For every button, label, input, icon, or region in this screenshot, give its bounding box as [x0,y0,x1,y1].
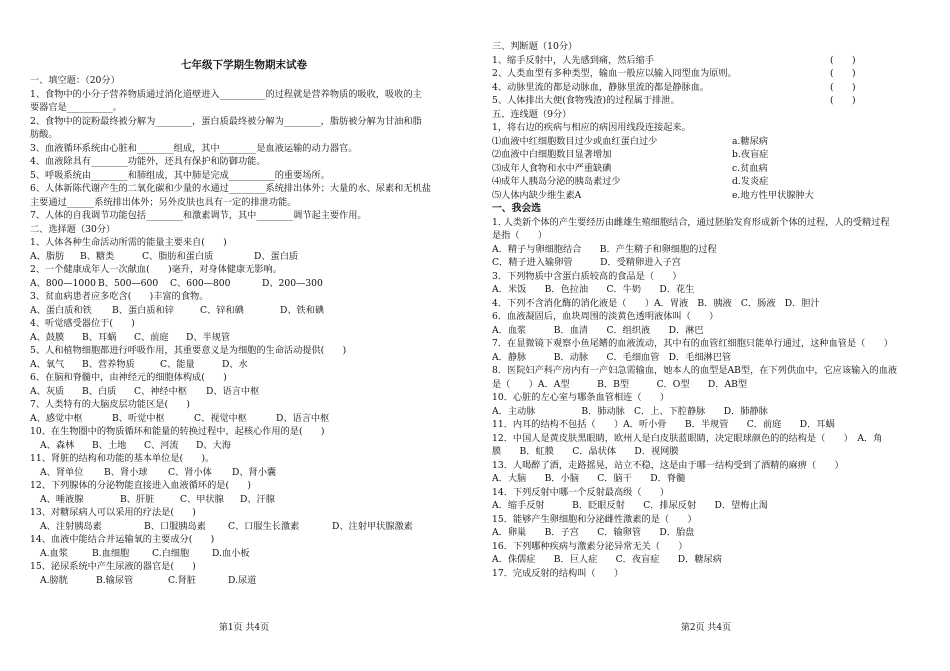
select-line: 17．完成反射的结构叫（ ） [492,567,624,579]
select-line: 4．下列不含消化酶的消化液是（ ）A．胃液 B．胰液 C．肠液 D．胆汁 [492,297,820,309]
choice-option: C、肾小体 [168,466,212,478]
match-disease[interactable]: d.发炎症 [732,176,769,187]
choice-option: A、肾单位 [40,466,84,478]
select-line: A．静脉 B．动脉 C．毛细血管 D．毛细淋巴管 [492,351,732,363]
choice-question: 6、在脑和脊髓中，由神经元的细胞体构成( ) [30,372,227,383]
choice-option: D、铁和碘 [280,304,325,316]
match-row [492,148,920,162]
select-line: C．精子进入输卵管 D．受精卵进入子宫 [492,257,681,268]
choice-options [30,385,458,399]
choice-option: B、土地 [92,439,127,451]
choice-option: A、鼓膜 [30,331,65,343]
fill-questions [30,88,458,223]
select-line: A．精子与卵细胞结合 B．产生精子和卵细胞的过程 [492,243,717,255]
choice-option: D、水 [222,358,248,370]
choice-option: C、口服生长激素 [228,520,300,532]
choice-options [30,547,458,561]
choice-option: B、口服胰岛素 [144,520,206,532]
judge-questions [492,54,920,108]
choice-option: C、脂肪和蛋白质 [142,250,214,262]
choice-option: D、半规管 [186,331,231,343]
fill-line: 4、血液除具有________功能外，还具有保护和防御功能。 [30,156,266,167]
choice-option: C、锌和碘 [200,304,244,316]
select-line: 15．能够产生卵细胞和分泌雌性激素的是（ ） [492,513,697,525]
select-line: 是指（ ） [492,230,548,241]
choice-option: A、唾液腺 [40,493,84,505]
match-disease[interactable]: b.夜盲症 [732,149,769,160]
choice-option: C、前庭 [134,331,169,343]
match-disease[interactable]: a.糖尿病 [732,135,768,147]
choice-option: B、白质 [82,385,117,397]
select-line: A．大脑 B．小脑 C．脑干 D．脊髓 [492,473,686,484]
match-row [492,189,920,203]
match-disease[interactable]: c.贫血病 [732,162,768,174]
select-line: 7．在显微镜下观察小鱼尾鳍的血液流动，其中有的血管红细胞只能单行通过，这种血管是（ ） [492,338,893,349]
choice-option: D、蛋白质 [254,250,299,262]
select-line: 13．人喝醉了酒，走路摇晃，站立不稳，这是由于哪一结构受到了酒精的麻痹（ ） [492,459,844,471]
choice-option: D、肾小囊 [232,466,277,478]
section-choice-heading: 二、选择题（30分） [30,223,116,235]
choice-options [30,277,458,291]
select-line: A．主动脉 B．肺动脉 C．上、下腔静脉 D．肺静脉 [492,405,768,417]
section-match-heading: 五、连线题（9分） [492,108,572,120]
page-1 [30,0,458,671]
choice-options [30,520,458,534]
select-line: 8．医院妇产科产房内有一产妇急需输血，她本人的血型是AB型，在下列供血中，它应该输入的血液 [492,365,898,376]
judge-text: 5、人体排出大便(食物残渣)的过程属于排泄。 [492,95,680,106]
page-footer: 第2页 共4页 [680,623,732,633]
choice-option: A、蛋白质和铁 [30,304,92,316]
choice-option: A、注射胰岛素 [40,520,102,532]
choice-option: A、脂肪 [30,250,65,262]
choice-option: D.血小板 [212,547,250,559]
fill-line: 7、人体的自我调节功能包括________和激素调节，其中________调节起主要作用。 [30,210,367,221]
match-questions [492,135,920,203]
select-line: 3．下列物质中含蛋白质较高的食品是（ ） [492,270,682,282]
choice-option: C、能量 [160,358,195,370]
choice-options [30,574,458,588]
choice-option: B、营养物质 [82,358,135,370]
choice-option: A.血浆 [40,547,68,559]
choice-question: 14、血液中能结合并运输氧的主要成分( ) [30,534,215,545]
choice-question: 7、人类特有的大脑皮层功能区是( ) [30,399,191,410]
select-line: 11．内耳的结构不包括（ ）A．听小骨 B．半规管 C．前庭 D．耳蜗 [492,419,835,430]
choice-options [30,493,458,507]
choice-option: B、肾小球 [104,466,148,478]
select-line: 6．血液凝固后，血块周围的淡黄色透明液体叫（ ） [492,311,719,322]
choice-options [30,331,458,345]
choice-option: C、视觉中枢 [194,412,247,424]
select-line: A．米饭 B．色拉油 C．牛奶 D．花生 [492,284,695,295]
select-line: 14．下列反射中哪一个反射最高级（ ） [492,486,670,498]
select-line: 膜 B．虹膜 C．晶状体 D．视网膜 [492,446,679,457]
select-line: 16．下列哪种疾病与激素分泌异常无关（ ） [492,540,688,552]
judge-text: 4、动脉里流的都是动脉血，静脉里流的都是静脉血。 [492,81,710,93]
choice-option: B.血细胞 [92,547,130,559]
select-line: 12．中国人是黄皮肤黑眼睛，欧州人是白皮肤蓝眼睛，决定眼球颜色的的结构是（ ） A．角 [492,432,883,444]
choice-question: 4、听觉感受器位于( ) [30,318,135,329]
match-row [492,162,920,176]
fill-line: 5、呼吸系统由________和肺组成，其中肺是完成__________的重要场所。 [30,169,330,181]
judge-text: 1、缩手反射中，人先感到痛，然后缩手 [492,54,655,66]
choice-option: D、汗腺 [240,493,275,505]
match-cause[interactable]: ⑶成年人食物和水中严重缺碘 [492,162,612,174]
fill-line: 1、食物中的小分子营养物质通过消化道壁进入__________的过程就是营养物质的吸收，吸收的主 [30,88,422,100]
choice-option: D、语言中枢 [206,385,260,397]
fill-line: 2、食物中的淀粉最终被分解为________，蛋白质最终被分解为________，脂肪被分解为甘油和脂 [30,115,422,127]
choice-option: B、500—600 [98,277,159,289]
judge-answer-blank[interactable]: ( ) [830,95,856,106]
choice-option: A、氧气 [30,358,65,370]
section-select-heading: 一、我会选 [492,203,541,214]
choice-option: A、灰质 [30,385,65,397]
choice-option: A、800—1000 [30,277,96,289]
choice-question: 1、人体各种生命活动所需的能量主要来自( ) [30,237,227,248]
choice-options [30,358,458,372]
fill-line: 6、人体新陈代谢产生的二氧化碳和少量的水通过________系统排出体外；大量的水、尿素和无机盐 [30,183,431,194]
exam-title: 七年级下学期生物期末试卷 [181,59,307,71]
choice-question: 3、贫血病患者应多吃含( )丰富的食物。 [30,291,209,302]
choice-option: C.肾脏 [168,574,196,586]
choice-option: C、600—800 [170,277,231,289]
choice-question: 2、一个健康成年人一次献血( )毫升，对身体健康无影响。 [30,264,282,275]
match-intro: 1，将右边的疾病与相应的病因用线段连接起来。 [492,122,691,133]
fill-line: 主要通过______系统排出体外；另外皮肤也具有一定的排泄功能。 [30,196,297,208]
match-disease[interactable]: e.地方性甲状腺肿大 [732,189,814,201]
choice-option: B、耳蜗 [82,331,117,343]
choice-questions [30,236,458,587]
choice-options [30,250,458,264]
judge-question [492,67,920,81]
select-line: 1. 人类新个体的产生要经历由雌雄生殖细胞结合，通过胚胎发育形成新个体的过程，人的受精过程 [492,216,890,228]
choice-option: D、注射甲状腺激素 [332,520,413,532]
judge-text: 2、人类血型有多种类型，输血一般应以输入同型血为原则。 [492,68,737,79]
choice-option: A、森林 [40,439,75,451]
choice-option: A、感觉中枢 [30,412,83,424]
select-line: A．侏儒症 B．巨人症 C．夜盲症 D．糖尿病 [492,554,722,565]
choice-option: C.白细胞 [152,547,190,559]
choice-option: B、蛋白质和锌 [112,304,174,316]
choice-options [30,412,458,426]
match-cause[interactable]: ⑸人体内缺少维生素A [492,189,582,201]
choice-question: 13、对糖尿病人可以采用的疗法是( ) [30,507,196,518]
choice-option: B、听觉中枢 [112,412,165,424]
judge-question [492,54,920,68]
select-line: 是（ ）A．A型 B．B型 C．O型 D．AB型 [492,378,748,390]
select-line: 10．心脏的左心室与哪条血管相连（ ） [492,392,670,403]
judge-answer-blank[interactable]: ( ) [830,68,856,79]
choice-option: B.输尿管 [96,574,134,586]
choice-option: D、200—300 [262,277,323,289]
choice-option: C、河流 [144,439,179,451]
choice-option: D.尿道 [228,574,257,586]
match-cause[interactable]: ⑴血液中红细胞数目过少或血红蛋白过少 [492,135,658,147]
choice-question: 12、下列腺体的分泌物能直接进入血液循环的是( ) [30,480,251,491]
choice-options [30,439,458,453]
choice-option: C、甲状腺 [180,493,224,505]
select-questions [492,216,920,581]
choice-question: 11、肾脏的结构和功能的基本单位是( )。 [30,453,215,464]
select-line: A．血浆 B．血清 C．组织液 D．淋巴 [492,324,704,336]
judge-answer-blank[interactable]: ( ) [830,81,856,93]
page-footer: 第1页 共4页 [218,623,270,633]
select-line: A．缩手反射 B．眨眼反射 C．排尿反射 D．望梅止渴 [492,500,768,511]
choice-option: D、语言中枢 [276,412,330,424]
judge-answer-blank[interactable]: ( ) [830,54,856,66]
match-cause[interactable]: ⑷成年人胰岛分泌的胰岛素过少 [492,176,621,187]
fill-line: 3、血液循环系统由心脏和________组成，其中________是血液运输的动力器官。 [30,142,358,154]
choice-question: 15、泌尿系统中产生尿液的器官是( ) [30,561,196,572]
choice-option: B、肝脏 [120,493,155,505]
judge-question [492,81,920,95]
page-2 [492,0,920,671]
match-row [492,135,920,149]
choice-options [30,304,458,318]
match-row [492,175,920,189]
choice-option: C、神经中枢 [134,385,187,397]
section-judge-heading: 三、判断题（10分） [492,41,578,52]
section-fill-heading: 一、填空题：（20分） [30,75,120,86]
choice-option: A.膀胱 [40,574,68,586]
select-line: A．卵巢 B．子宫 C．输卵管 D．胎盘 [492,527,695,538]
choice-option: B、糖类 [80,250,115,262]
choice-question: 5、人和植物细胞都进行呼吸作用，其重要意义是为细胞的生命活动提供( ) [30,345,347,356]
match-cause[interactable]: ⑵血液中白细胞数目显著增加 [492,149,612,160]
judge-question [492,94,920,108]
fill-line: 要器官是__________。 [30,102,122,113]
choice-question: 10、在生物圈中的物质循环和能量的转换过程中，起核心作用的是( ) [30,426,325,437]
fill-line: 肪酸。 [30,129,58,140]
choice-options [30,466,458,480]
choice-option: D、大海 [196,439,231,451]
